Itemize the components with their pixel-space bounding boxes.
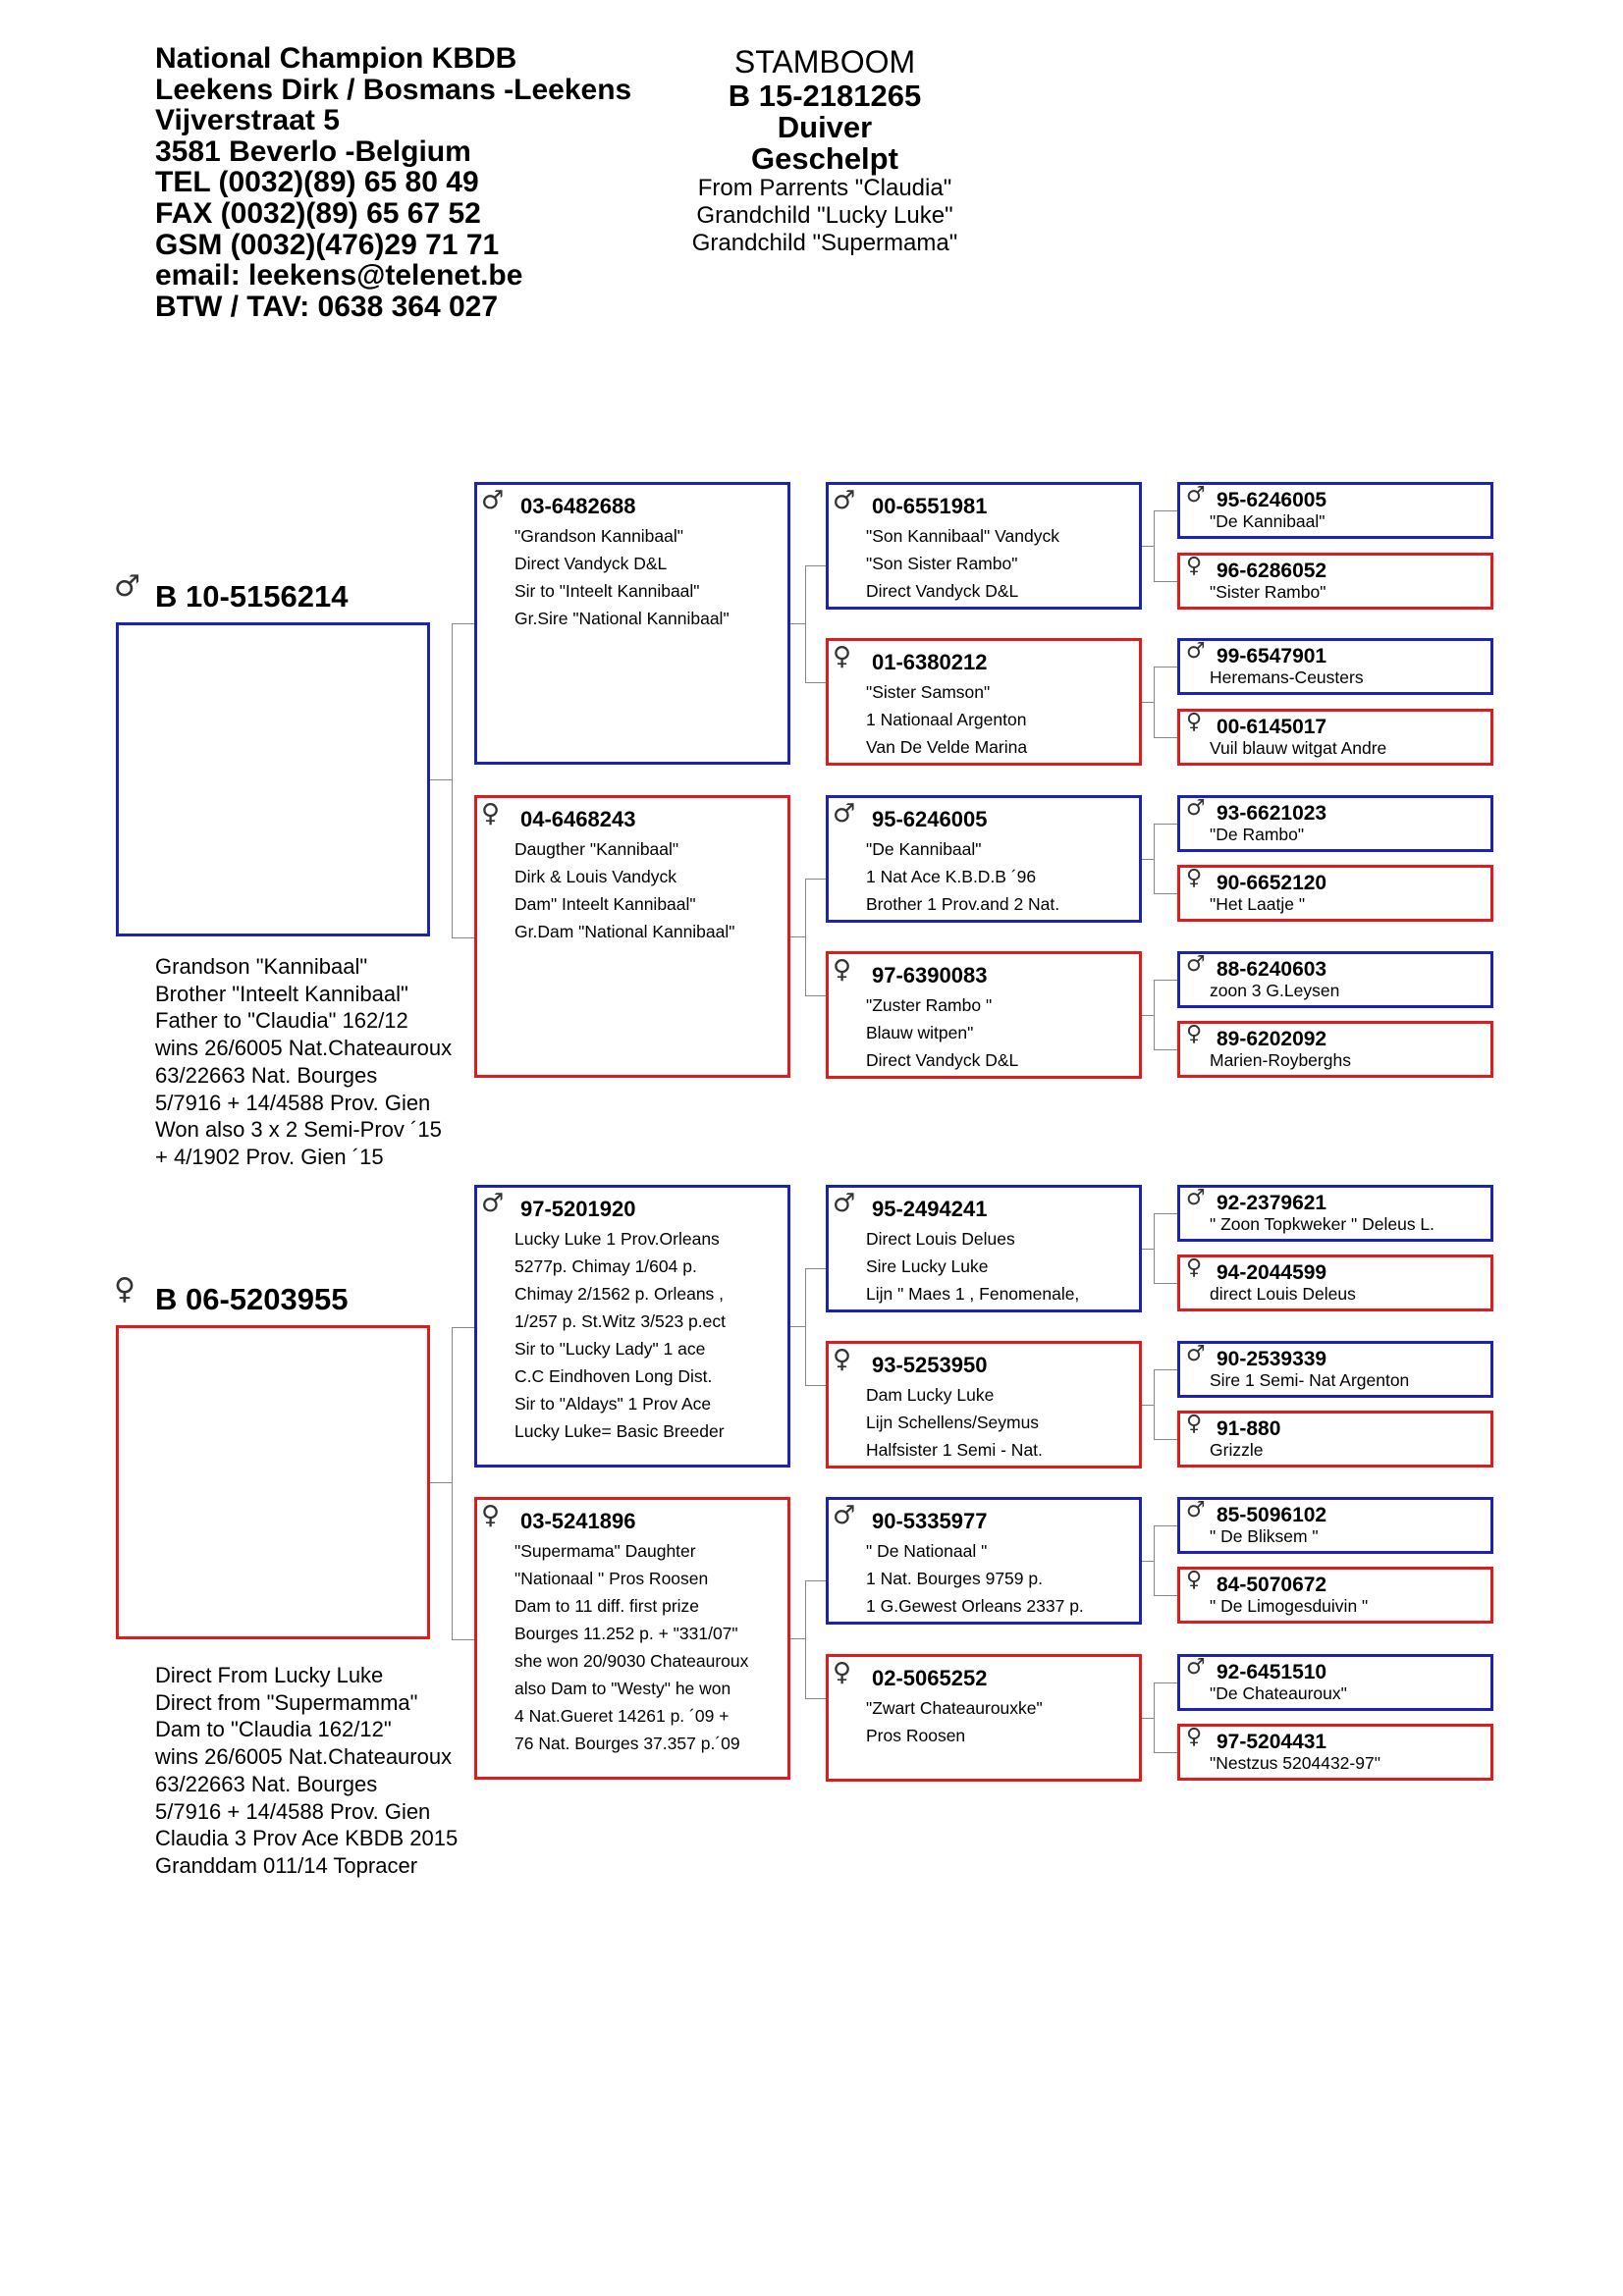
male-icon: ♂ — [1186, 1342, 1206, 1366]
pigeon-notes — [866, 1537, 1084, 1620]
pedigree-box-female — [1177, 1567, 1493, 1624]
ring-number: 90-2539339 — [1217, 1348, 1327, 1370]
pigeon-notes — [514, 1225, 726, 1445]
description-line: 63/22663 Nat. Bourges — [155, 1771, 378, 1796]
pedigree-box-male — [474, 1185, 790, 1468]
connector-line — [805, 1268, 826, 1269]
female-icon: ♀ — [833, 1658, 852, 1687]
female-icon: ♀ — [1186, 1412, 1203, 1436]
male-icon: ♂ — [481, 486, 505, 515]
female-icon: ♀ — [833, 642, 852, 671]
connector-line — [452, 1327, 474, 1328]
pedigree-box-female — [826, 638, 1142, 766]
pedigree-box-male — [1177, 1497, 1493, 1554]
connector-line — [1154, 1682, 1177, 1683]
pigeon-note: Van De Velde Marina — [866, 737, 1028, 757]
pigeon-note: Marien-Royberghs — [1210, 1050, 1351, 1070]
ring-number: 92-2379621 — [1217, 1192, 1327, 1214]
header-line: BTW / TAV: 0638 364 027 — [155, 290, 499, 323]
pigeon-notes — [866, 1694, 1043, 1749]
ring-number: 84-5070672 — [1217, 1574, 1327, 1596]
pedigree-box-male — [1177, 1654, 1493, 1711]
description-line: Won also 3 x 2 Semi-Prov ´15 — [155, 1117, 442, 1143]
connector-line — [790, 1638, 805, 1639]
pigeon-note: "De Chateauroux" — [1210, 1683, 1347, 1703]
connector-line — [790, 936, 805, 937]
pigeon-note: Lijn " Maes 1 , Fenomenale, — [866, 1284, 1080, 1304]
pedigree-box-male — [1177, 795, 1493, 852]
pigeon-notes — [866, 678, 1027, 761]
ring-number: 01-6380212 — [872, 650, 988, 674]
male-icon: ♂ — [1186, 1186, 1206, 1210]
pigeon-note: Lucky Luke= Basic Breeder — [514, 1421, 725, 1441]
female-icon: ♀ — [1186, 1255, 1203, 1280]
pigeon-note: Dam" Inteelt Kannibaal" — [514, 894, 696, 914]
pigeon-note: Grizzle — [1210, 1440, 1264, 1460]
page-title: STAMBOOM — [733, 44, 916, 80]
connector-line — [452, 623, 474, 624]
pigeon-note: 1/257 p. St.Witz 3/523 p.ect — [514, 1311, 726, 1331]
header-line: National Champion KBDB — [155, 42, 517, 75]
connector-line — [452, 1639, 474, 1640]
pigeon-note: Halfsister 1 Semi - Nat. — [866, 1440, 1043, 1460]
pedigree-box-female — [474, 1497, 790, 1780]
pigeon-note: "Grandson Kannibaal" — [514, 526, 683, 546]
pigeon-note: zoon 3 G.Leysen — [1210, 981, 1340, 1000]
pigeon-note: Daugther "Kannibaal" — [514, 839, 679, 859]
ring-number: 03-5241896 — [520, 1509, 636, 1533]
male-icon: ♂ — [833, 1189, 856, 1218]
ring-number: 03-6482688 — [520, 494, 636, 518]
connector-line — [1142, 1249, 1154, 1250]
pedigree-box-male — [1177, 951, 1493, 1008]
dam-description — [155, 1662, 458, 1880]
pigeon-note: 1 Nationaal Argenton — [866, 710, 1027, 729]
pigeon-note: " De Nationaal " — [866, 1541, 988, 1561]
pigeon-note: Dirk & Louis Vandyck — [514, 867, 677, 886]
male-icon: ♂ — [1186, 483, 1206, 507]
pigeon-note: Gr.Dam "National Kannibaal" — [514, 922, 735, 941]
connector-line — [805, 995, 826, 996]
header-line: FAX (0032)(89) 65 67 52 — [155, 196, 481, 230]
female-icon: ♀ — [114, 1272, 135, 1307]
pigeon-notes — [866, 1225, 1079, 1308]
ring-number: 97-5204431 — [1217, 1731, 1327, 1753]
subject-note: Grandchild "Lucky Luke" — [696, 202, 953, 229]
pedigree-box-female — [1177, 1021, 1493, 1078]
pedigree-box-male — [1177, 638, 1493, 695]
connector-line — [805, 565, 806, 683]
pigeon-note: Pros Roosen — [866, 1726, 966, 1745]
pigeon-note: Dam to 11 diff. first prize — [514, 1596, 700, 1616]
pigeon-note: Direct Vandyck D&L — [514, 554, 668, 573]
description-line: 5/7916 + 14/4588 Prov. Gien — [155, 1090, 431, 1115]
ring-number: 85-5096102 — [1217, 1504, 1327, 1526]
dam-photo — [116, 1325, 430, 1639]
connector-line — [1154, 667, 1155, 738]
ring-number: 95-6246005 — [1217, 489, 1327, 511]
pedigree-box-male — [826, 795, 1142, 923]
connector-line — [1154, 1049, 1177, 1050]
male-icon: ♂ — [114, 569, 140, 604]
ring-number: 91-880 — [1217, 1417, 1281, 1440]
pedigree-box-male — [474, 482, 790, 765]
female-icon: ♀ — [833, 1345, 852, 1374]
description-line: + 4/1902 Prov. Gien ´15 — [155, 1144, 384, 1169]
pigeon-note: Blauw witpen" — [866, 1023, 974, 1042]
male-icon: ♂ — [481, 1189, 505, 1218]
pigeon-notes — [866, 522, 1059, 605]
pigeon-note: " De Limogesduivin " — [1210, 1596, 1369, 1616]
pigeon-note: Vuil blauw witgat Andre — [1210, 738, 1387, 758]
ring-number: 93-6621023 — [1217, 802, 1327, 825]
pedigree-box-female — [826, 1654, 1142, 1782]
pigeon-note: Dam Lucky Luke — [866, 1385, 995, 1405]
description-line: wins 26/6005 Nat.Chateauroux — [155, 1036, 453, 1061]
description-line: wins 26/6005 Nat.Chateauroux — [155, 1744, 453, 1770]
pigeon-note: 1 Nat. Bourges 9759 p. — [866, 1569, 1043, 1588]
pigeon-note: also Dam to "Westy" he won — [514, 1679, 731, 1698]
pedigree-box-female — [1177, 1411, 1493, 1468]
connector-line — [1154, 510, 1155, 582]
connector-line — [1154, 737, 1177, 738]
female-icon: ♀ — [1186, 1568, 1203, 1592]
connector-line — [805, 1268, 806, 1386]
connector-line — [805, 1698, 826, 1699]
ring-number: 99-6547901 — [1217, 645, 1327, 667]
subject-note: Grandchild "Supermama" — [691, 230, 958, 256]
connector-line — [1154, 824, 1177, 825]
connector-line — [1154, 893, 1177, 894]
female-icon: ♀ — [481, 1501, 501, 1530]
ring-number: 00-6551981 — [872, 494, 988, 518]
pedigree-box-female — [1177, 709, 1493, 766]
header-line: TEL (0032)(89) 65 80 49 — [155, 166, 479, 199]
pigeon-note: Sire 1 Semi- Nat Argenton — [1210, 1370, 1410, 1390]
male-icon: ♂ — [1186, 796, 1206, 821]
connector-line — [1154, 581, 1177, 582]
ring-number: 02-5065252 — [872, 1666, 988, 1690]
pigeon-note: "De Kannibaal" — [1210, 511, 1325, 531]
pedigree-title-block — [628, 43, 1021, 257]
description-line: 5/7916 + 14/4588 Prov. Gien — [155, 1798, 431, 1824]
pigeon-notes — [514, 1537, 748, 1757]
male-icon: ♂ — [1186, 1498, 1206, 1522]
pigeon-note: "Sister Samson" — [866, 682, 991, 702]
pedigree-box-female — [1177, 1724, 1493, 1781]
connector-line — [1142, 1405, 1154, 1406]
connector-line — [805, 1580, 806, 1699]
ring-number: 89-6202092 — [1217, 1028, 1327, 1050]
pigeon-note: "Sister Rambo" — [1210, 582, 1326, 602]
header-line: GSM (0032)(476)29 71 71 — [155, 228, 500, 261]
ring-number: 04-6468243 — [520, 807, 636, 831]
pigeon-note: Direct Vandyck D&L — [866, 1050, 1019, 1070]
male-icon: ♂ — [833, 1501, 856, 1530]
pigeon-note: "Zwart Chateaurouxke" — [866, 1698, 1043, 1718]
ring-number: 96-6286052 — [1217, 560, 1327, 582]
connector-line — [805, 879, 826, 880]
description-line: Dam to "Claudia 162/12" — [155, 1717, 392, 1742]
ring-number: 90-6652120 — [1217, 872, 1327, 894]
connector-line — [1154, 980, 1155, 1050]
pigeon-note: 1 G.Gewest Orleans 2337 p. — [866, 1596, 1084, 1616]
pigeon-note: Sir to "Inteelt Kannibaal" — [514, 581, 700, 601]
connector-line — [1154, 510, 1177, 511]
description-line: Direct From Lucky Luke — [155, 1663, 384, 1687]
connector-line — [805, 565, 826, 566]
connector-line — [1154, 980, 1177, 981]
header-line: Vijverstraat 5 — [155, 104, 340, 137]
pedigree-box-male — [826, 1497, 1142, 1625]
connector-line — [452, 937, 474, 938]
male-icon: ♂ — [833, 799, 856, 828]
ring-number: 95-6246005 — [872, 807, 988, 831]
pigeon-note: 1 Nat Ace K.B.D.B ´96 — [866, 867, 1037, 886]
pedigree-box-male — [1177, 1185, 1493, 1242]
female-icon: ♀ — [1186, 1725, 1203, 1749]
pigeon-note: she won 20/9030 Chateauroux — [514, 1651, 749, 1671]
connector-line — [1142, 702, 1154, 703]
pedigree-box-male — [826, 482, 1142, 610]
sire-photo — [116, 622, 430, 936]
connector-line — [1142, 546, 1154, 547]
connector-line — [1154, 1595, 1177, 1596]
pedigree-box-female — [1177, 553, 1493, 610]
pigeon-note: Direct Vandyck D&L — [866, 581, 1019, 601]
pigeon-note: Lucky Luke 1 Prov.Orleans — [514, 1229, 720, 1249]
connector-line — [1154, 1682, 1155, 1753]
header-line: Leekens Dirk / Bosmans -Leekens — [155, 73, 632, 106]
connector-line — [1154, 1752, 1177, 1753]
ring-number: 90-5335977 — [872, 1509, 988, 1533]
sire-description — [155, 953, 452, 1171]
pigeon-note: 76 Nat. Bourges 37.357 p.´09 — [514, 1734, 740, 1753]
subject-color: Geschelpt — [751, 141, 898, 176]
ring-number: 00-6145017 — [1217, 716, 1327, 738]
connector-line — [1154, 1525, 1177, 1526]
breeder-contact-block — [155, 43, 705, 322]
pigeon-note: Sir to "Aldays" 1 Prov Ace — [514, 1394, 712, 1414]
pigeon-notes — [866, 1381, 1043, 1464]
ring-number: 88-6240603 — [1217, 958, 1327, 981]
pigeon-note: Sir to "Lucky Lady" 1 ace — [514, 1339, 706, 1359]
connector-line — [805, 1385, 826, 1386]
pedigree-box-male — [1177, 482, 1493, 539]
connector-line — [1154, 1439, 1177, 1440]
pedigree-box-female — [826, 951, 1142, 1079]
connector-line — [1154, 1369, 1155, 1440]
connector-line — [1142, 1718, 1154, 1719]
pedigree-box-female — [826, 1341, 1142, 1468]
connector-line — [805, 879, 806, 996]
header-line: 3581 Beverlo -Belgium — [155, 134, 471, 168]
connector-line — [805, 682, 826, 683]
pigeon-notes — [866, 835, 1059, 918]
female-icon: ♀ — [1186, 554, 1203, 578]
connector-line — [1142, 1015, 1154, 1016]
connector-line — [1154, 1369, 1177, 1370]
pigeon-note: "Het Laatje " — [1210, 894, 1306, 914]
connector-line — [430, 1482, 452, 1483]
female-icon: ♀ — [1186, 710, 1203, 734]
description-line: Grandson "Kannibaal" — [155, 954, 368, 979]
pedigree-box-female — [1177, 865, 1493, 922]
ring-number: 93-5253950 — [872, 1353, 988, 1377]
description-line: Claudia 3 Prov Ace KBDB 2015 — [155, 1826, 459, 1851]
ring-number: 97-5201920 — [520, 1197, 636, 1221]
connector-line — [790, 623, 805, 624]
female-icon: ♀ — [833, 955, 852, 985]
pedigree-box-male — [826, 1185, 1142, 1312]
pedigree-box-male — [1177, 1341, 1493, 1398]
pigeon-note: Heremans-Ceusters — [1210, 667, 1364, 687]
pigeon-notes — [514, 835, 734, 945]
pigeon-note: "De Rambo" — [1210, 825, 1305, 844]
connector-line — [1142, 1561, 1154, 1562]
header-line: email: leekens@telenet.be — [155, 259, 523, 293]
sire-ring: B 10-5156214 — [155, 579, 349, 614]
ring-number: 94-2044599 — [1217, 1261, 1327, 1284]
pedigree-box-female — [1177, 1255, 1493, 1311]
connector-line — [452, 623, 453, 938]
male-icon: ♂ — [1186, 1655, 1206, 1680]
pigeon-note: Brother 1 Prov.and 2 Nat. — [866, 894, 1060, 914]
ring-number: 95-2494241 — [872, 1197, 988, 1221]
male-icon: ♂ — [1186, 639, 1206, 664]
connector-line — [1154, 1213, 1155, 1284]
pigeon-note: "De Kannibaal" — [866, 839, 982, 859]
female-icon: ♀ — [1186, 1022, 1203, 1046]
description-line: Brother "Inteelt Kannibaal" — [155, 981, 408, 1006]
pigeon-note: " Zoon Topkweker " Deleus L. — [1210, 1214, 1435, 1234]
description-line: Father to "Claudia" 162/12 — [155, 1008, 408, 1034]
male-icon: ♂ — [1186, 952, 1206, 977]
pigeon-notes — [514, 522, 730, 632]
pigeon-note: "Zuster Rambo " — [866, 995, 993, 1015]
connector-line — [805, 1580, 826, 1581]
connector-line — [1154, 1213, 1177, 1214]
pigeon-note: Bourges 11.252 p. + "331/07" — [514, 1624, 738, 1643]
description-line: Granddam 011/14 Topracer — [155, 1852, 418, 1878]
pigeon-note: Lijn Schellens/Seymus — [866, 1413, 1040, 1432]
pigeon-note: C.C Eindhoven Long Dist. — [514, 1366, 713, 1386]
connector-line — [1154, 824, 1155, 894]
pigeon-note: "Nestzus 5204432-97" — [1210, 1753, 1380, 1773]
ring-number: 97-6390083 — [872, 963, 988, 988]
pigeon-note: 4 Nat.Gueret 14261 p. ´09 + — [514, 1706, 730, 1726]
pigeon-note: "Nationaal " Pros Roosen — [514, 1569, 709, 1588]
ring-number: 92-6451510 — [1217, 1661, 1327, 1683]
pigeon-note: direct Louis Deleus — [1210, 1284, 1356, 1304]
pigeon-note: 5277p. Chimay 1/604 p. — [514, 1256, 697, 1276]
description-line: Direct from "Supermamma" — [155, 1689, 418, 1715]
connector-line — [452, 1327, 453, 1640]
connector-line — [430, 779, 452, 780]
dam-ring: B 06-5203955 — [155, 1282, 349, 1316]
pigeon-note: Sire Lucky Luke — [866, 1256, 989, 1276]
pigeon-note: "Supermama" Daughter — [514, 1541, 696, 1561]
female-icon: ♀ — [1186, 866, 1203, 890]
connector-line — [1154, 1525, 1155, 1596]
subject-sex: Duiver — [777, 110, 873, 144]
pigeon-note: "Son Sister Rambo" — [866, 554, 1018, 573]
pedigree-box-female — [474, 795, 790, 1078]
description-line: 63/22663 Nat. Bourges — [155, 1062, 378, 1088]
pigeon-note: Direct Louis Delues — [866, 1229, 1015, 1249]
pigeon-note: "Son Kannibaal" Vandyck — [866, 526, 1059, 546]
subject-note: From Parrents "Claudia" — [697, 175, 952, 201]
connector-line — [1154, 1283, 1177, 1284]
pigeon-note: Gr.Sire "National Kannibaal" — [514, 609, 730, 628]
connector-line — [790, 1326, 805, 1327]
male-icon: ♂ — [833, 486, 856, 515]
subject-ring: B 15-2181265 — [728, 79, 922, 113]
pigeon-note: " De Bliksem " — [1210, 1526, 1319, 1546]
connector-line — [1142, 859, 1154, 860]
pigeon-notes — [866, 991, 1018, 1074]
female-icon: ♀ — [481, 799, 501, 828]
pigeon-note: Chimay 2/1562 p. Orleans , — [514, 1284, 725, 1304]
